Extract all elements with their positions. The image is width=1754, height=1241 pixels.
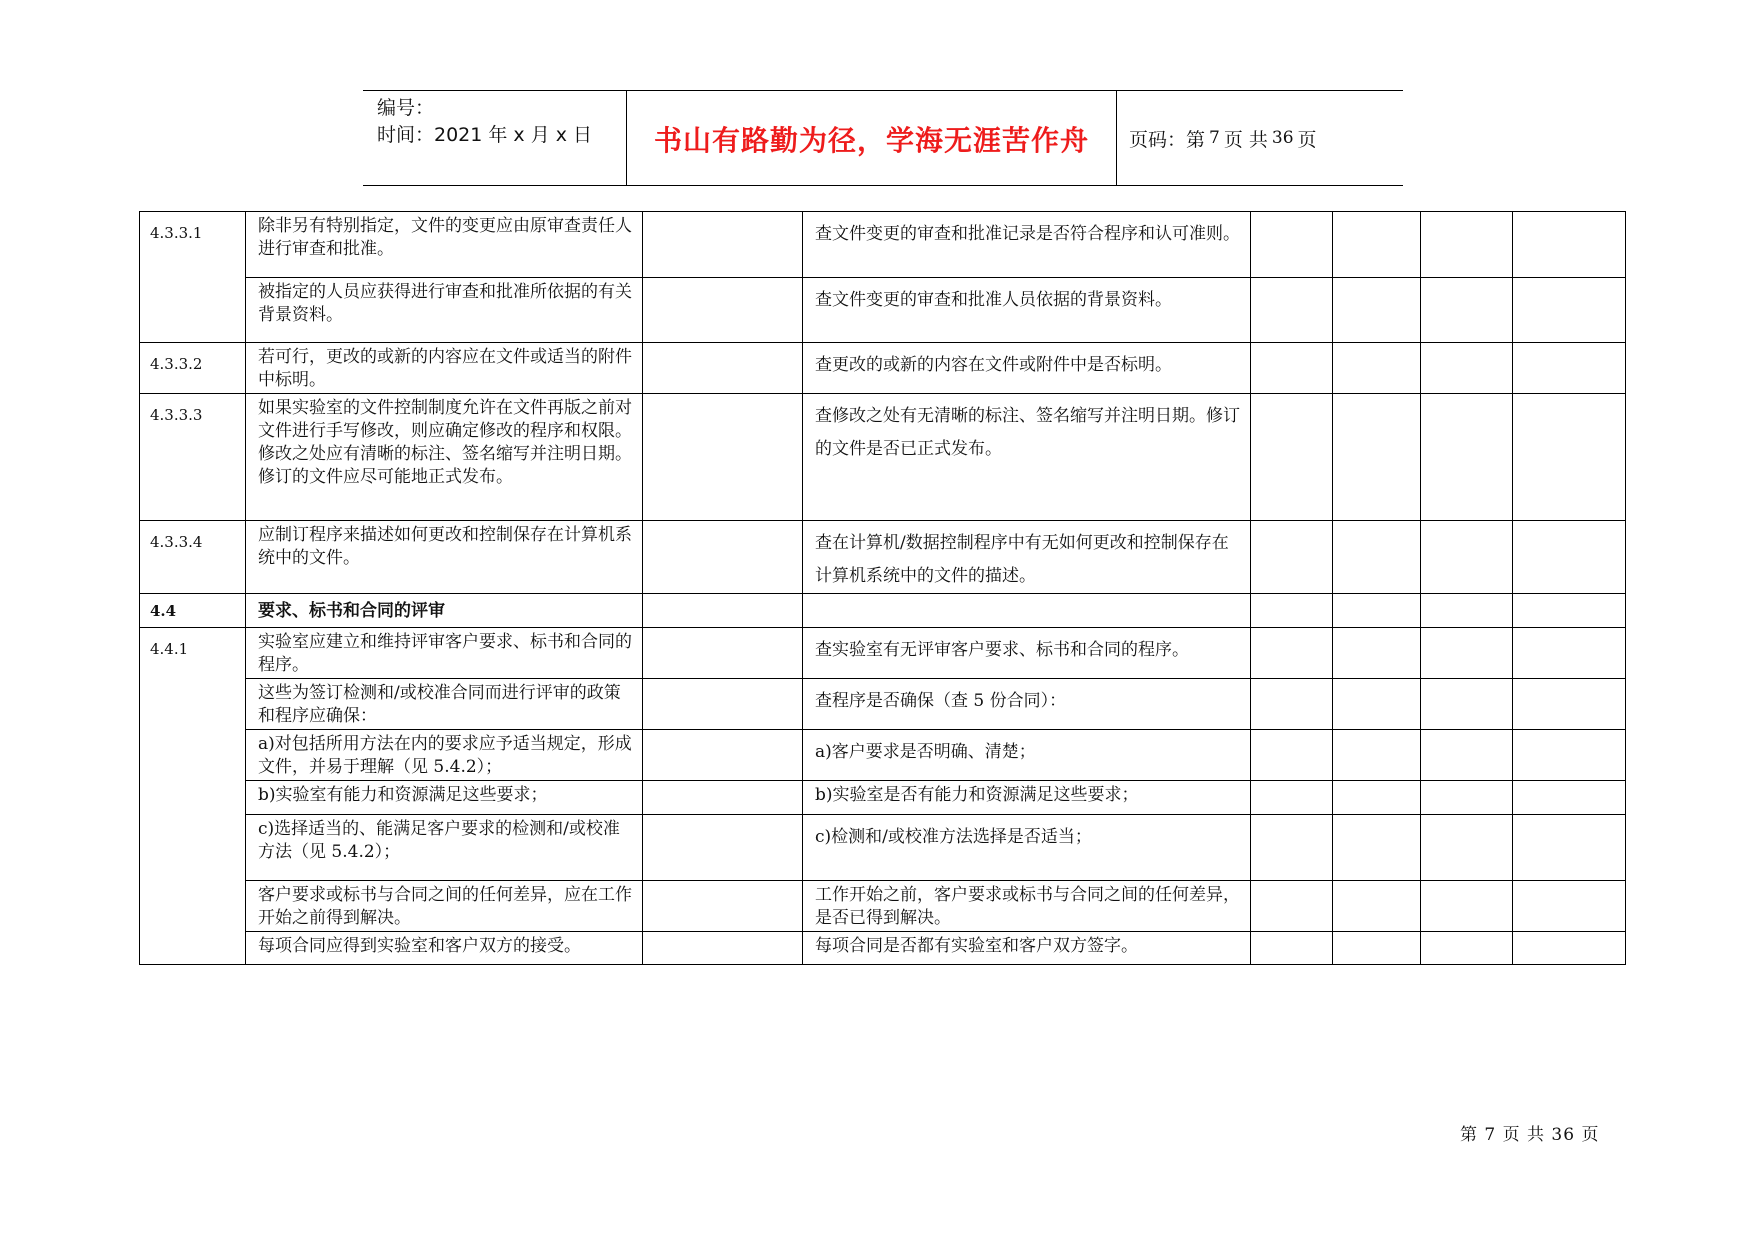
result-cell [1333, 278, 1421, 343]
result-cell [1251, 815, 1333, 881]
clause-id: 4.3.3.1 [140, 212, 246, 343]
table-row [140, 628, 1626, 679]
result-cell [1513, 679, 1626, 730]
result-cell [1421, 594, 1513, 628]
result-cell [1421, 521, 1513, 594]
result-cell [1513, 628, 1626, 679]
requirement-cell: c)选择适当的、能满足客户要求的检测和/或校准方法（见 5.4.2）； [246, 815, 643, 881]
requirement-cell: 如果实验室的文件控制制度允许在文件再版之前对文件进行手写修改，则应确定修改的程序和权限。修改之处应有清晰的标注、签名缩写并注明日期。修订的文件应尽可能地正式发布。 [246, 394, 643, 521]
check-method-cell: b)实验室是否有能力和资源满足这些要求； [803, 781, 1251, 815]
clause-id: 4.3.3.2 [140, 343, 246, 394]
result-cell [1421, 815, 1513, 881]
result-cell [1333, 521, 1421, 594]
result-cell [1251, 278, 1333, 343]
blank-cell [643, 815, 803, 881]
check-method-cell: 查修改之处有无清晰的标注、签名缩写并注明日期。修订的文件是否已正式发布。 [803, 394, 1251, 521]
check-method-cell: 每项合同是否都有实验室和客户双方签字。 [803, 932, 1251, 965]
result-cell [1421, 932, 1513, 965]
result-cell [1251, 628, 1333, 679]
result-cell [1333, 679, 1421, 730]
requirement-cell: 被指定的人员应获得进行审查和批准所依据的有关背景资料。 [246, 278, 643, 343]
header-motto: 书山有路勤为径，学海无涯苦作舟 [627, 91, 1117, 185]
blank-cell [643, 343, 803, 394]
page-header [363, 90, 1403, 186]
result-cell [1333, 781, 1421, 815]
requirement-cell: 每项合同应得到实验室和客户双方的接受。 [246, 932, 643, 965]
check-method-cell: 查在计算机/数据控制程序中有无如何更改和控制保存在计算机系统中的文件的描述。 [803, 521, 1251, 594]
result-cell [1513, 278, 1626, 343]
result-cell [1421, 730, 1513, 781]
result-cell [1513, 815, 1626, 881]
result-cell [1513, 932, 1626, 965]
blank-cell [643, 521, 803, 594]
result-cell [1513, 394, 1626, 521]
blank-cell [643, 278, 803, 343]
section-heading-row [140, 594, 1626, 628]
result-cell [1513, 212, 1626, 278]
table-row [140, 394, 1626, 521]
blank-cell [643, 594, 803, 628]
blank-cell [643, 679, 803, 730]
check-method-cell: a)客户要求是否明确、清楚； [803, 730, 1251, 781]
result-cell [1251, 730, 1333, 781]
result-cell [1251, 212, 1333, 278]
clause-id: 4.4.1 [140, 628, 246, 965]
page-total: 36 [1271, 128, 1294, 148]
result-cell [1251, 679, 1333, 730]
requirement-cell: 除非另有特别指定，文件的变更应由原审查责任人进行审查和批准。 [246, 212, 643, 278]
table-row [140, 932, 1626, 965]
requirement-cell: b)实验室有能力和资源满足这些要求； [246, 781, 643, 815]
table-row [140, 881, 1626, 932]
requirement-cell: 应制订程序来描述如何更改和控制保存在计算机系统中的文件。 [246, 521, 643, 594]
section-title: 要求、标书和合同的评审 [246, 594, 643, 628]
blank-cell [643, 394, 803, 521]
check-method-cell: 查程序是否确保（查 5 份合同）： [803, 679, 1251, 730]
result-cell [1251, 932, 1333, 965]
table-row [140, 278, 1626, 343]
table-row [140, 815, 1626, 881]
result-cell [1513, 594, 1626, 628]
result-cell [1251, 881, 1333, 932]
result-cell [1333, 730, 1421, 781]
result-cell [1421, 394, 1513, 521]
result-cell [1421, 781, 1513, 815]
result-cell [1333, 212, 1421, 278]
table-row [140, 521, 1626, 594]
result-cell [1513, 521, 1626, 594]
blank-cell [643, 932, 803, 965]
result-cell [1251, 343, 1333, 394]
result-cell [1513, 881, 1626, 932]
result-cell [1333, 932, 1421, 965]
table-row [140, 679, 1626, 730]
result-cell [1421, 679, 1513, 730]
blank-cell [643, 212, 803, 278]
check-method-cell: c)检测和/或校准方法选择是否适当； [803, 815, 1251, 881]
result-cell [1421, 278, 1513, 343]
requirement-cell: 若可行，更改的或新的内容应在文件或适当的附件中标明。 [246, 343, 643, 394]
table-row [140, 212, 1626, 278]
check-method-cell: 查实验室有无评审客户要求、标书和合同的程序。 [803, 628, 1251, 679]
result-cell [1421, 343, 1513, 394]
check-method-cell: 工作开始之前，客户要求或标书与合同之间的任何差异，是否已得到解决。 [803, 881, 1251, 932]
result-cell [1421, 212, 1513, 278]
result-cell [1333, 343, 1421, 394]
requirement-cell: 这些为签订检测和/或校准合同而进行评审的政策和程序应确保： [246, 679, 643, 730]
result-cell [1333, 628, 1421, 679]
audit-checklist-table [139, 211, 1626, 965]
check-method-cell: 查文件变更的审查和批准记录是否符合程序和认可准则。 [803, 212, 1251, 278]
requirement-cell: 实验室应建立和维持评审客户要求、标书和合同的程序。 [246, 628, 643, 679]
document-number-label: 编号： [377, 97, 435, 119]
requirement-cell: 客户要求或标书与合同之间的任何差异，应在工作开始之前得到解决。 [246, 881, 643, 932]
result-cell [1421, 881, 1513, 932]
clause-id: 4.3.3.4 [140, 521, 246, 594]
result-cell [1251, 781, 1333, 815]
requirement-cell: a)对包括所用方法在内的要求应予适当规定，形成文件，并易于理解（见 5.4.2）； [246, 730, 643, 781]
result-cell [1251, 394, 1333, 521]
page-mid: 页 共 [1223, 128, 1268, 151]
blank-cell [643, 628, 803, 679]
blank-cell [643, 881, 803, 932]
page-prefix: 页码：第 [1129, 128, 1206, 151]
table-row [140, 343, 1626, 394]
result-cell [1333, 394, 1421, 521]
table-row [140, 730, 1626, 781]
document-date: 时间：2021 年 x 月 x 日 [377, 124, 593, 146]
result-cell [1333, 881, 1421, 932]
blank-cell [643, 781, 803, 815]
check-method-cell: 查文件变更的审查和批准人员依据的背景资料。 [803, 278, 1251, 343]
page-suffix: 页 [1297, 128, 1317, 151]
table-row [140, 781, 1626, 815]
result-cell [1251, 521, 1333, 594]
page-footer: 第 7 页 共 36 页 [1460, 1125, 1600, 1145]
page-current: 7 [1209, 128, 1220, 148]
result-cell [1333, 594, 1421, 628]
result-cell [1421, 628, 1513, 679]
blank-cell [643, 730, 803, 781]
clause-id: 4.3.3.3 [140, 394, 246, 521]
section-id: 4.4 [140, 594, 246, 628]
check-method-cell: 查更改的或新的内容在文件或附件中是否标明。 [803, 343, 1251, 394]
result-cell [1513, 343, 1626, 394]
header-meta [363, 91, 627, 185]
result-cell [1513, 730, 1626, 781]
header-page-number [1117, 91, 1403, 185]
check-method-cell [803, 594, 1251, 628]
result-cell [1251, 594, 1333, 628]
result-cell [1513, 781, 1626, 815]
result-cell [1333, 815, 1421, 881]
